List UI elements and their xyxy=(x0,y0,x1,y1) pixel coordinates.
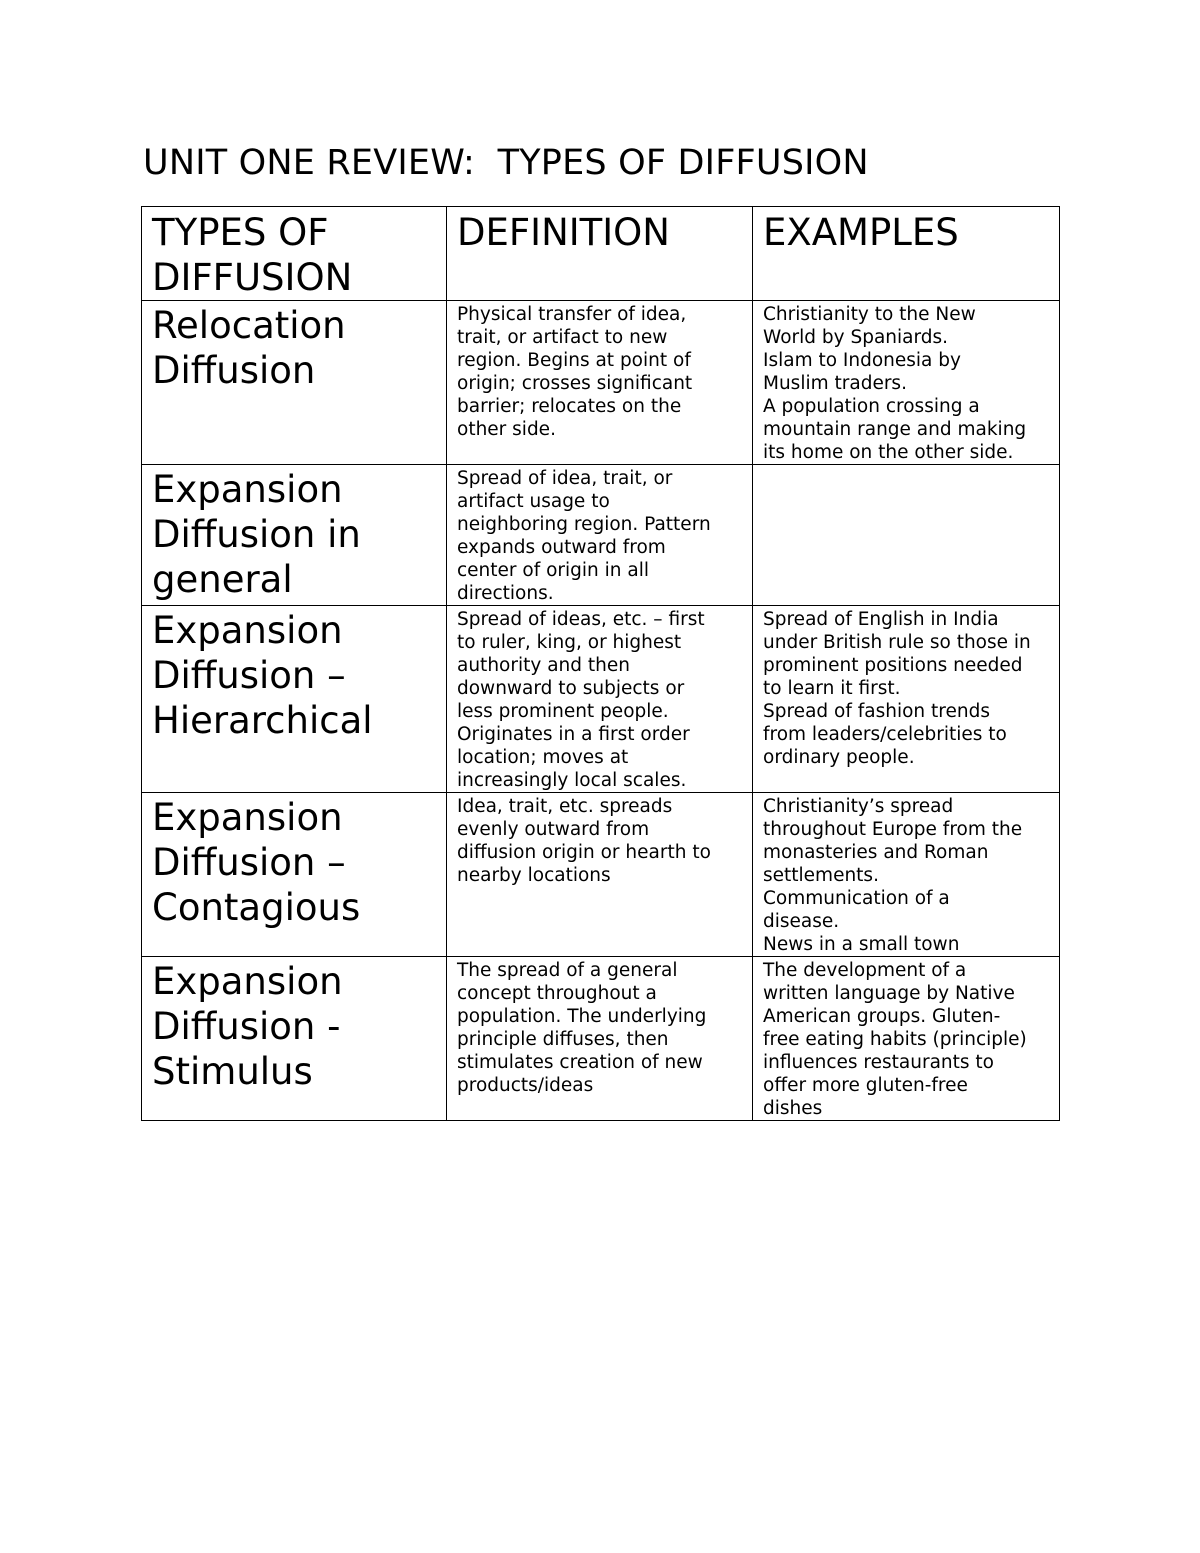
examples-cell xyxy=(753,465,1060,606)
examples-cell: Christianity to the New World by Spaniards. Islam to Indonesia by Muslim traders. A population crossing a mountain range and making its home on the other side. xyxy=(753,301,1060,465)
diffusion-type-cell: Expansion Diffusion in general xyxy=(142,465,447,606)
table-row xyxy=(142,957,1060,1121)
table-header-row xyxy=(142,207,1060,301)
definition-cell: Physical transfer of idea, trait, or artifact to new region. Begins at point of origin; crosses significant barrier; relocates on the other side. xyxy=(447,301,753,465)
definition-cell: Spread of idea, trait, or artifact usage to neighboring region. Pattern expands outward from center of origin in all directions. xyxy=(447,465,753,606)
page-title: UNIT ONE REVIEW: TYPES OF DIFFUSION xyxy=(143,143,869,183)
examples-cell: Spread of English in India under British rule so those in prominent positions needed to learn it first. Spread of fashion trends from leaders/celebrities to ordinary people. xyxy=(753,606,1060,793)
diffusion-type-cell: Expansion Diffusion – Hierarchical xyxy=(142,606,447,793)
examples-cell: Christianity’s spread throughout Europe from the monasteries and Roman settlements. Communication of a disease. News in a small town xyxy=(753,793,1060,957)
header-types: TYPES OF DIFFUSION xyxy=(142,207,447,301)
diffusion-type-cell: Expansion Diffusion – Contagious xyxy=(142,793,447,957)
definition-cell: Idea, trait, etc. spreads evenly outward from diffusion origin or hearth to nearby locations xyxy=(447,793,753,957)
definition-cell: Spread of ideas, etc. – first to ruler, king, or highest authority and then downward to subjects or less prominent people. Originates in a first order location; moves at increasingly local scales. xyxy=(447,606,753,793)
table-row xyxy=(142,793,1060,957)
diffusion-type-cell: Relocation Diffusion xyxy=(142,301,447,465)
definition-cell: The spread of a general concept throughout a population. The underlying principle diffuses, then stimulates creation of new products/ideas xyxy=(447,957,753,1121)
diffusion-type-cell: Expansion Diffusion - Stimulus xyxy=(142,957,447,1121)
table-row xyxy=(142,606,1060,793)
diffusion-table xyxy=(141,206,1060,1121)
examples-cell: The development of a written language by Native American groups. Gluten- free eating habits (principle) influences restaurants to offer more gluten-free dishes xyxy=(753,957,1060,1121)
table-row xyxy=(142,301,1060,465)
header-examples: EXAMPLES xyxy=(753,207,1060,301)
table-row xyxy=(142,465,1060,606)
header-definition: DEFINITION xyxy=(447,207,753,301)
